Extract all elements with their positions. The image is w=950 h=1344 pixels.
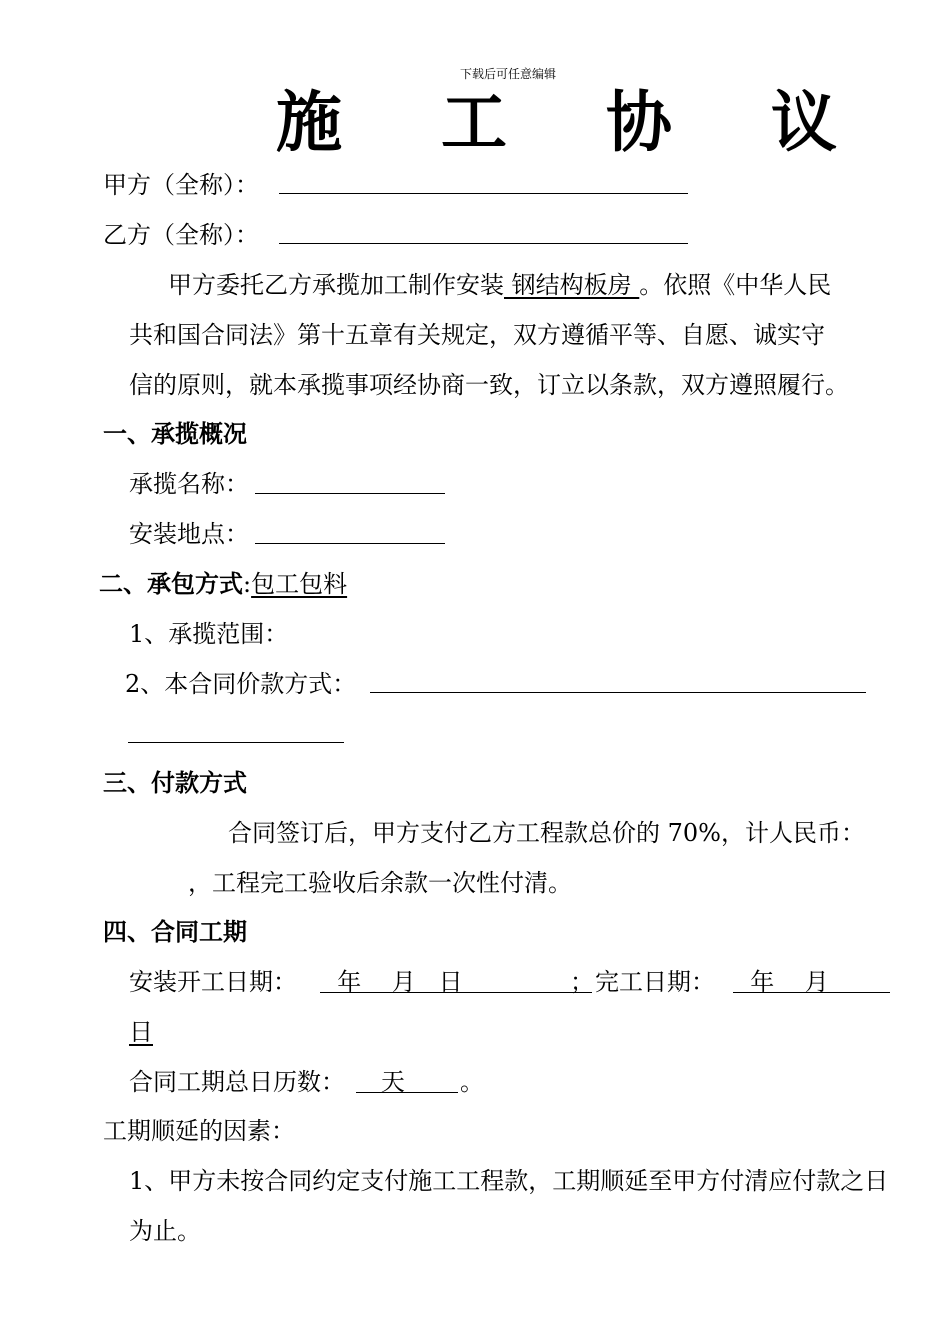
total-days-end: 。 — [460, 1068, 484, 1096]
section2-colon: : — [243, 570, 252, 598]
end-date-label: 完工日期： — [595, 968, 715, 996]
location-label: 安装地点： — [129, 520, 249, 548]
intro-line-2: 共和国合同法》第十五章有关规定，双方遵循平等、自愿、诚实守 — [129, 321, 825, 349]
section2-heading: 二、承包方式 — [99, 569, 243, 598]
payment-line-2: ，工程完工验收后余款一次性付清。 — [188, 869, 572, 897]
start-date-value: 年 月 日 — [322, 968, 463, 996]
party-b-blank — [279, 243, 688, 244]
section3-heading: 三、付款方式 — [103, 768, 247, 797]
project-name-label: 承揽名称： — [129, 470, 249, 498]
end-date-day: 日 — [129, 1018, 153, 1046]
party-a-label: 甲方（全称）： — [103, 171, 259, 199]
total-days-underline — [356, 1092, 458, 1093]
date-separator: ； — [570, 968, 594, 996]
party-a-blank — [279, 193, 688, 194]
section1-heading: 一、承揽概况 — [103, 419, 247, 448]
price-blank-continued — [128, 742, 344, 743]
intro-part2: 。依照《中华人民 — [639, 271, 832, 299]
header-note: 下载后可任意编辑 — [460, 67, 557, 81]
end-date-underline — [733, 992, 890, 993]
section4-heading: 四、合同工期 — [103, 917, 247, 946]
price-label: 2、本合同价款方式： — [125, 670, 357, 698]
end-date-value: 年 月 — [735, 968, 829, 996]
project-name-blank — [255, 493, 445, 494]
party-b-label: 乙方（全称）： — [103, 221, 259, 249]
total-days-label: 合同工期总日历数： — [129, 1068, 345, 1096]
page-title: 施 工 协 议 — [276, 83, 875, 161]
intro-part1: 甲方委托乙方承揽加工制作安装 — [168, 271, 504, 299]
start-date-underline — [320, 992, 592, 993]
section2-line — [99, 569, 347, 599]
delay-item-1: 1、甲方未按合同约定支付施工工程款，工期顺延至甲方付清应付款之日 — [129, 1167, 889, 1195]
intro-line-3: 信的原则，就本承揽事项经协商一致，订立以条款，双方遵照履行。 — [129, 371, 849, 399]
delay-heading: 工期顺延的因素： — [103, 1117, 295, 1145]
price-blank — [370, 692, 866, 693]
start-date-label: 安装开工日期： — [129, 968, 297, 996]
delay-item-1-continued: 为止。 — [129, 1217, 201, 1245]
intro-line-1 — [168, 270, 831, 300]
total-days-value: 天 — [358, 1068, 413, 1096]
intro-product: 钢结构板房 — [504, 271, 640, 299]
scope-label: 1、承揽范围： — [129, 620, 289, 648]
location-blank — [255, 543, 445, 544]
contract-mode: 包工包料 — [251, 570, 348, 598]
payment-line-1: 合同签订后，甲方支付乙方工程款总价的 70%，计人民币： — [228, 819, 865, 847]
